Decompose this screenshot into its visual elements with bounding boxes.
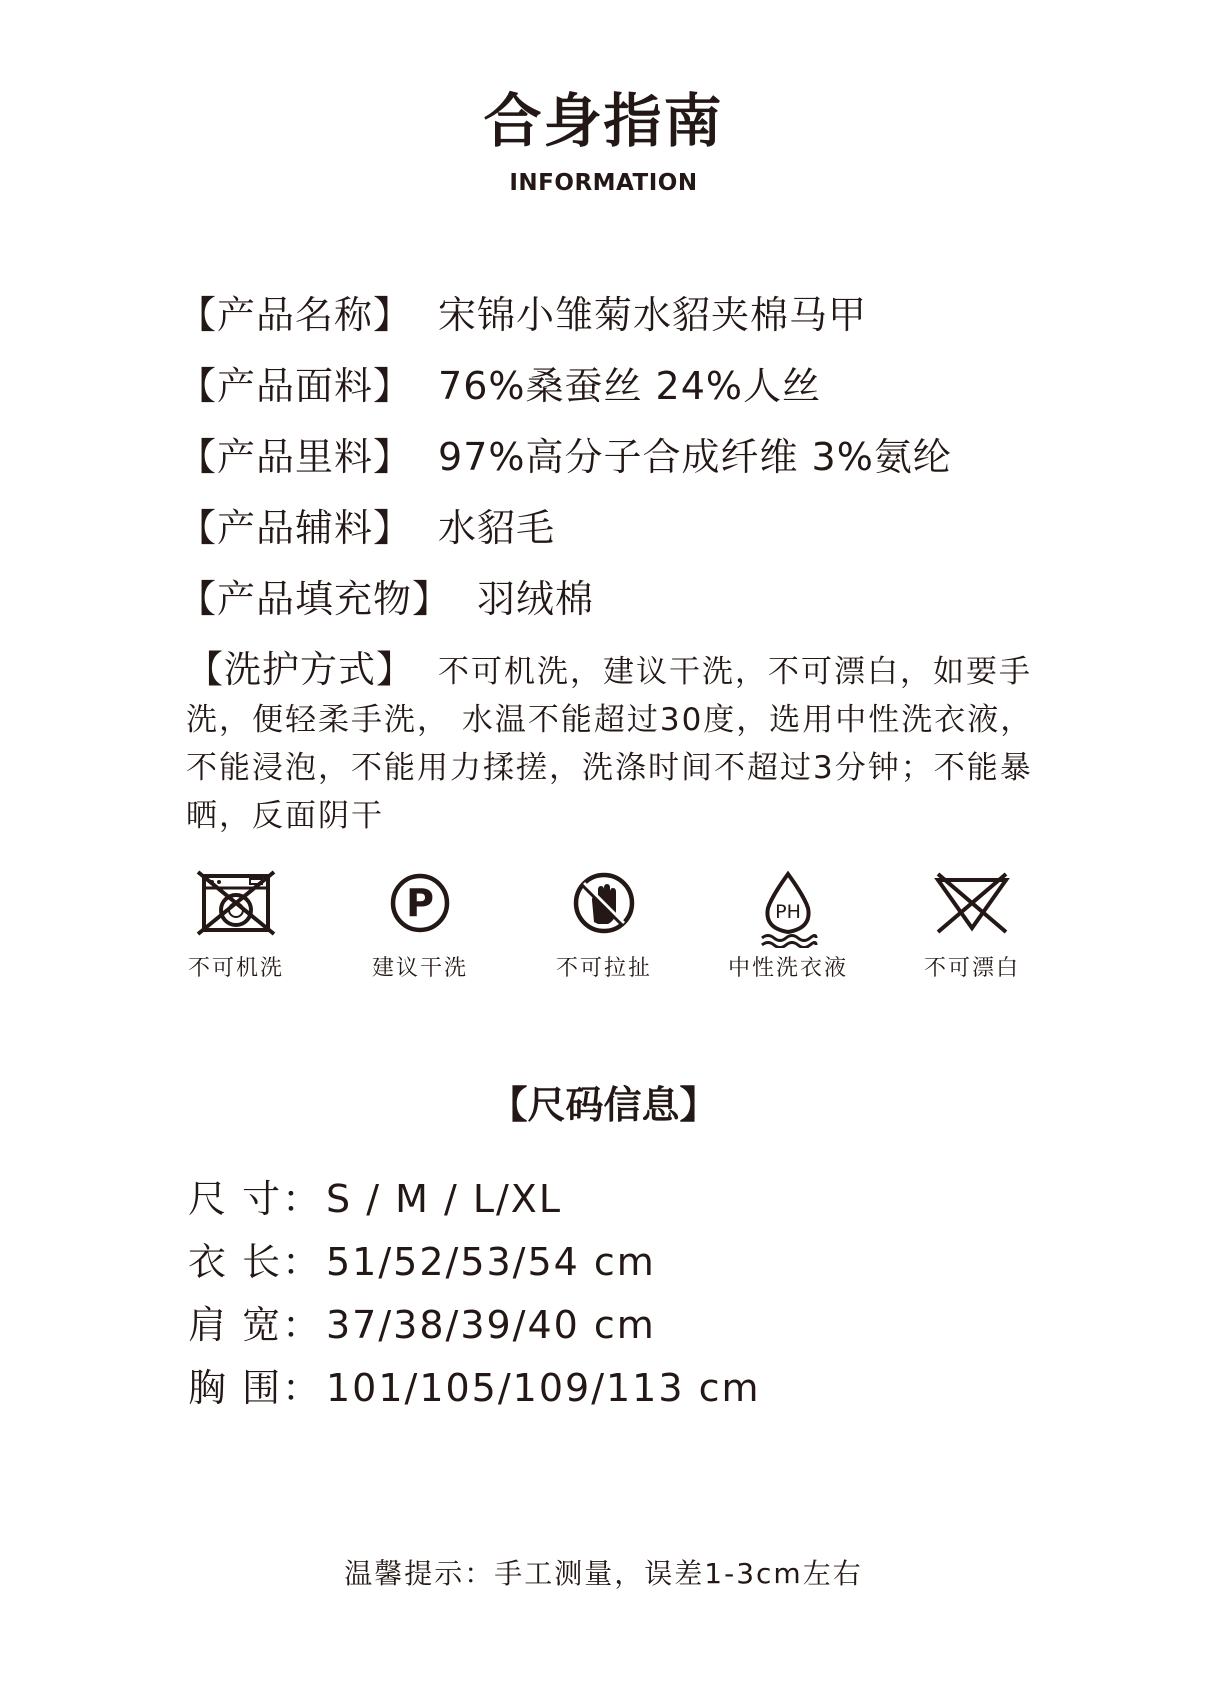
- size-label: 胸 围：: [188, 1366, 323, 1410]
- care-icons: [166, 870, 1066, 1010]
- info-value: 羽绒棉: [477, 577, 595, 621]
- info-row-name: [178, 293, 868, 337]
- care-icon-label: 中性洗衣液: [727, 956, 848, 981]
- care-icon-label: 不可漂白: [923, 956, 1020, 981]
- care-icon-item: [718, 870, 858, 980]
- size-value: S / M / L/XL: [326, 1177, 563, 1221]
- svg-text:PH: PH: [775, 901, 801, 923]
- size-value: 51/52/53/54 cm: [326, 1240, 656, 1284]
- size-row-length: [188, 1240, 656, 1284]
- info-label: 【产品里料】: [178, 435, 413, 479]
- size-row-chest: [188, 1366, 761, 1410]
- size-label: 尺 寸：: [188, 1177, 323, 1221]
- info-label: 【产品填充物】: [178, 577, 452, 621]
- size-row-size: [188, 1177, 563, 1221]
- care-icon-label: 不可拉扯: [555, 956, 652, 981]
- care-label: 【洗护方式】: [186, 648, 414, 691]
- page-subtitle: INFORMATION: [509, 170, 698, 196]
- no-bleach-icon: [932, 870, 1012, 936]
- info-value: 宋锦小雏菊水貂夹棉马甲: [438, 293, 868, 337]
- size-label: 衣 长：: [188, 1240, 323, 1284]
- care-instructions: [186, 646, 1046, 840]
- dry-clean-p-icon: [380, 870, 460, 936]
- page-title: 合身指南: [483, 87, 724, 155]
- no-pulling-icon: [564, 870, 644, 936]
- info-label: 【产品面料】: [178, 364, 413, 408]
- info-value: 97%高分子合成纤维 3%氨纶: [438, 435, 952, 479]
- info-label: 【产品名称】: [178, 293, 413, 337]
- info-row-accessory: [178, 506, 556, 550]
- care-icon-item: [350, 870, 490, 980]
- info-value: 水貂毛: [438, 506, 556, 550]
- care-text: 不可机洗，建议干洗，不可漂白，如要手洗，便轻柔手洗， 水温不能超过30度，选用中性洗衣液，不能浸泡，不能用力揉搓，洗涤时间不超过3分钟；不能暴晒，反面阴干: [186, 654, 1034, 834]
- svg-text:P: P: [406, 881, 434, 925]
- info-row-fabric: [178, 364, 822, 408]
- measurement-tip: 温馨提示：手工测量，误差1-3cm左右: [344, 1557, 863, 1590]
- size-row-shoulder: [188, 1303, 656, 1347]
- neutral-ph-detergent-icon: [748, 870, 828, 948]
- no-machine-wash-icon: [196, 870, 276, 936]
- care-icon-item: [534, 870, 674, 980]
- care-icon-item: [902, 870, 1042, 980]
- size-label: 肩 宽：: [188, 1303, 323, 1347]
- care-icon-label: 建议干洗: [371, 956, 468, 981]
- size-value: 37/38/39/40 cm: [326, 1303, 656, 1347]
- size-heading: 【尺码信息】: [489, 1083, 718, 1127]
- care-icon-label: 不可机洗: [187, 956, 284, 981]
- info-label: 【产品辅料】: [178, 506, 413, 550]
- care-icon-item: [166, 870, 306, 980]
- info-row-lining: [178, 435, 952, 479]
- size-value: 101/105/109/113 cm: [326, 1366, 761, 1410]
- info-value: 76%桑蚕丝 24%人丝: [438, 364, 822, 408]
- info-row-filling: [178, 577, 595, 621]
